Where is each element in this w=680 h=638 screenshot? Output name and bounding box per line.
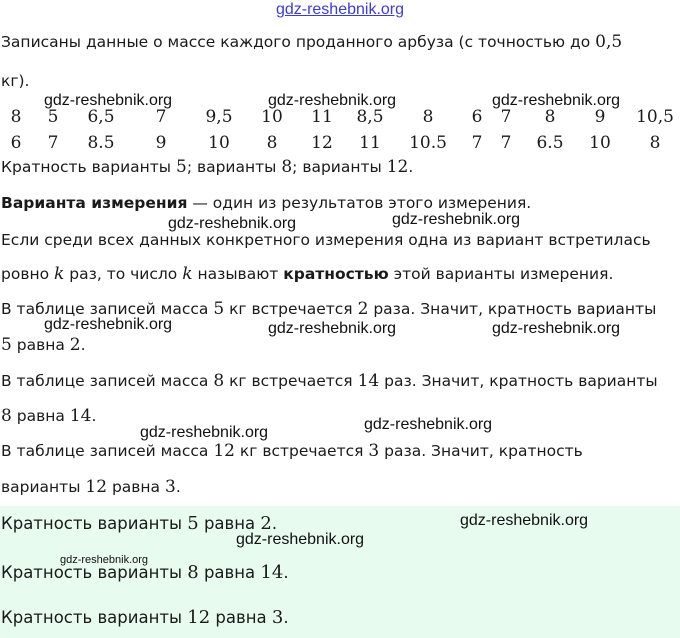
explanation-2-line-2 — [1, 406, 674, 426]
watermark: gdz-reshebnik.org — [168, 215, 297, 232]
variable-k: k — [182, 264, 193, 284]
answer-text: равна — [198, 514, 261, 533]
data-cell: 8 — [266, 133, 278, 153]
watermark: gdz-reshebnik.org — [460, 512, 589, 529]
multiplicity-value: 3 — [164, 477, 176, 497]
explanation-text: равна — [11, 336, 70, 354]
definition-text: называют — [192, 265, 284, 283]
mass-value: 12 — [213, 441, 235, 461]
answer-result: 3 — [271, 607, 284, 628]
answer-text: равна — [198, 563, 261, 582]
data-cell: 6 — [10, 133, 22, 153]
answer-3 — [1, 607, 289, 629]
answer-text: Кратность варианты — [1, 514, 188, 533]
data-cell: 7 — [155, 107, 167, 127]
mass-value: 8 — [213, 371, 225, 391]
count-value: 3 — [368, 441, 380, 461]
explanation-text: В таблице записей масса — [1, 300, 214, 318]
task-text: Кратность варианты — [1, 158, 176, 176]
answer-text: равна — [210, 608, 272, 627]
data-cell: 5 — [47, 107, 59, 127]
data-cell: 6.5 — [536, 133, 564, 153]
explanation-text: . — [91, 407, 97, 425]
explanation-text: раза. Значит, кратность варианты — [368, 300, 657, 318]
definition-text: ровно — [1, 265, 55, 283]
task-value-8: 8 — [281, 157, 293, 177]
task-value-12: 12 — [386, 157, 409, 177]
explanation-2-line-1 — [1, 371, 674, 391]
data-cell: 7 — [500, 133, 512, 153]
answer-text: Кратность варианты — [1, 563, 188, 582]
data-cell: 10 — [208, 133, 230, 153]
data-cell: 11 — [311, 107, 333, 127]
answer-variant: 5 — [187, 513, 199, 534]
definition-text: — один из результатов этого измерения. — [187, 194, 532, 212]
count-value: 2 — [357, 299, 369, 319]
definition-line-3 — [1, 264, 674, 284]
definition-line-1 — [1, 193, 674, 213]
intro-precision: 0,5 — [595, 32, 623, 52]
task-text: ; варианты — [186, 158, 282, 176]
watermark: gdz-reshebnik.org — [392, 211, 521, 228]
data-cell: 7 — [471, 133, 483, 153]
explanation-text: варианты — [1, 478, 86, 496]
variable-k: k — [54, 264, 65, 284]
data-cell: 10,5 — [636, 107, 674, 127]
answer-variant: 12 — [187, 607, 211, 628]
definition-line-2: Если среди всех данных конкретного измерения одна из вариант встретилась — [1, 231, 651, 249]
answer-text: . — [283, 563, 289, 582]
data-cell: 9,5 — [205, 107, 233, 127]
mass-value: 5 — [213, 299, 225, 319]
intro-line-2: кг). — [1, 72, 30, 90]
explanation-text: . — [175, 478, 181, 496]
data-cell: 11 — [359, 133, 381, 153]
watermark: gdz-reshebnik.org — [44, 316, 173, 333]
task-value-5: 5 — [175, 157, 187, 177]
explanation-text: В таблице записей масса — [1, 442, 214, 460]
intro-text: Записаны данные о массе каждого проданного арбуза (с точностью до — [1, 33, 596, 51]
data-cell: 8,5 — [356, 107, 384, 127]
explanation-text: раз. Значит, кратность варианты — [379, 372, 658, 390]
data-cell: 10 — [261, 107, 283, 127]
task-text: . — [408, 158, 414, 176]
explanation-text: В таблице записей масса — [1, 372, 214, 390]
explanation-text: равна — [107, 478, 165, 496]
data-cell: 10 — [589, 133, 611, 153]
variant-value: 5 — [1, 335, 12, 355]
data-cell: 7 — [47, 133, 59, 153]
explanation-1-line-2 — [1, 335, 674, 355]
answer-text: . — [283, 608, 289, 627]
data-cell: 6 — [471, 107, 483, 127]
data-cell: 8.5 — [87, 133, 115, 153]
data-cell: 7 — [500, 107, 512, 127]
multiplicity-value: 14 — [69, 406, 92, 426]
answer-result: 14 — [260, 562, 284, 583]
data-cell: 9 — [155, 133, 167, 153]
data-cell: 6,5 — [87, 107, 115, 127]
definition-text: этой варианты измерения. — [388, 265, 614, 283]
data-cell: 8 — [649, 133, 661, 153]
data-cell: 9 — [594, 107, 606, 127]
count-value: 14 — [357, 371, 380, 391]
explanation-text: . — [80, 336, 86, 354]
data-cell: 12 — [311, 133, 333, 153]
answer-variant: 8 — [187, 562, 199, 583]
site-link[interactable]: gdz-reshebnik.org — [275, 1, 405, 18]
watermark: gdz-reshebnik.org — [492, 320, 621, 337]
explanation-3-line-1 — [1, 441, 674, 461]
explanation-text: равна — [11, 407, 70, 425]
explanation-text: кг встречается — [224, 372, 358, 390]
answer-text: . — [271, 514, 278, 533]
multiplicity-value: 2 — [69, 335, 81, 355]
variant-value: 12 — [85, 477, 108, 497]
explanation-3-line-2 — [1, 477, 674, 497]
watermark: gdz-reshebnik.org — [492, 92, 621, 109]
watermark: gdz-reshebnik.org — [44, 92, 173, 109]
answer-result: 2 — [260, 513, 272, 534]
task-text: ; варианты — [292, 158, 387, 176]
intro-line-1 — [1, 32, 674, 52]
explanation-text: раза. Значит, кратность — [379, 442, 583, 460]
definition-term: Варианта измерения — [1, 194, 188, 212]
variant-value: 8 — [1, 406, 12, 426]
watermark: gdz-reshebnik.org — [268, 92, 397, 109]
definition-text: раз, то число — [64, 265, 183, 283]
watermark: gdz-reshebnik.org — [60, 554, 149, 566]
explanation-text: кг встречается — [224, 300, 358, 318]
explanation-text: кг встречается — [234, 442, 369, 460]
data-cell: 10.5 — [409, 133, 447, 153]
watermark: gdz-reshebnik.org — [236, 531, 365, 548]
watermark: gdz-reshebnik.org — [364, 416, 493, 433]
answer-text: Кратность варианты — [1, 608, 188, 627]
definition-bold-term: кратностью — [283, 265, 389, 283]
data-cell: 8 — [10, 107, 22, 127]
watermark: gdz-reshebnik.org — [140, 424, 269, 441]
data-cell: 8 — [422, 107, 434, 127]
data-cell: 8 — [544, 107, 556, 127]
task-line — [1, 157, 674, 177]
watermark: gdz-reshebnik.org — [268, 320, 397, 337]
